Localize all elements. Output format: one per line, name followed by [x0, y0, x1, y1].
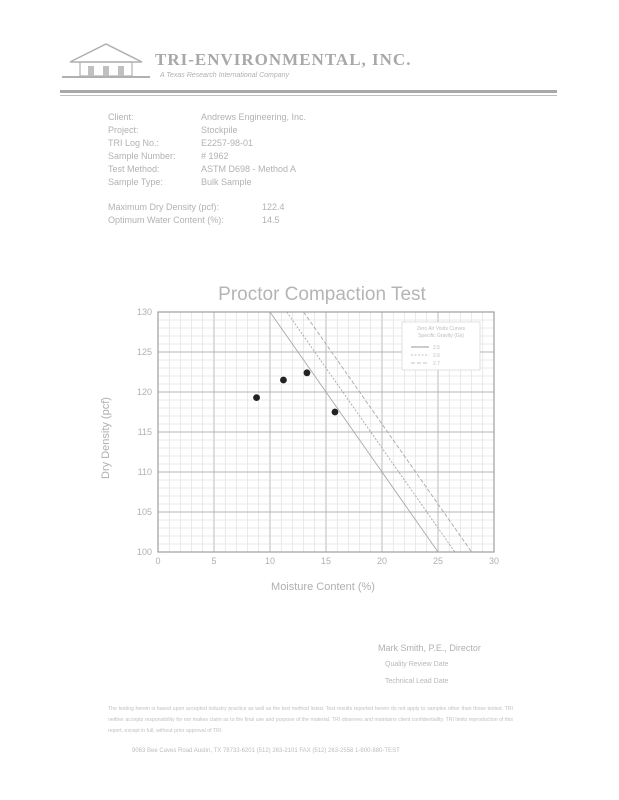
x-tick-label: 0	[155, 556, 161, 566]
y-tick-label: 120	[136, 387, 152, 397]
data-point	[332, 409, 339, 416]
info-row-sample-number	[108, 151, 229, 161]
x-tick-label: 25	[432, 556, 444, 566]
signature-line-technical: Technical Lead Date	[385, 678, 449, 685]
legend-gs-3: 2.7	[433, 361, 440, 367]
info-value: Bulk Sample	[201, 177, 252, 187]
company-logo	[60, 40, 152, 82]
result-label: Optimum Water Content (%):	[108, 215, 224, 225]
x-tick-label: 15	[320, 556, 332, 566]
y-tick-label: 105	[136, 507, 152, 517]
data-point	[280, 377, 287, 384]
info-label: Client:	[108, 112, 134, 122]
x-tick-label: 5	[211, 556, 217, 566]
result-max-dry-density	[108, 202, 285, 212]
info-row-client	[108, 112, 306, 122]
signature-line-quality: Quality Review Date	[385, 661, 449, 668]
y-tick-label: 100	[136, 547, 152, 557]
info-label: Test Method:	[108, 164, 160, 174]
y-tick-label: 115	[137, 427, 152, 437]
y-tick-label: 125	[136, 347, 152, 357]
result-value: 122.4	[262, 202, 285, 212]
x-tick-label: 20	[376, 556, 388, 566]
chart-legend	[402, 322, 480, 370]
info-row-log-no	[108, 138, 253, 148]
company-name: TRI-ENVIRONMENTAL, INC.	[155, 50, 412, 69]
legend-title: Zero Air Voids Curves	[416, 326, 466, 332]
x-axis-label: Moisture Content (%)	[271, 581, 375, 593]
legend-gs-2: 2.6	[433, 353, 440, 359]
info-label: Sample Number:	[108, 151, 176, 161]
y-tick-label: 110	[137, 467, 152, 477]
signature-name: Mark Smith, P.E., Director	[378, 643, 481, 653]
legend-subtitle: Specific Gravity (Gs)	[418, 333, 464, 339]
y-tick-label: 130	[136, 307, 152, 317]
info-value: E2257-98-01	[201, 138, 254, 148]
disclaimer-text: The testing herein is based upon accepted industry practice as well as the test method listed. Test results reported herein do not apply to samples other than those tested. TRI neither accepts responsibility for nor makes claim as to the final use and purpose of the material. TRI observes and maintains client confidentiality. TRI limits reproduction of this report, except in full, without prior approval of TRI.	[108, 706, 513, 734]
header-rule	[60, 90, 557, 93]
data-point	[253, 394, 260, 401]
info-value: ASTM D698 - Method A	[201, 164, 297, 174]
result-value: 14.5	[262, 215, 280, 225]
result-label: Maximum Dry Density (pcf):	[108, 202, 220, 212]
chart-title: Proctor Compaction Test	[218, 284, 426, 305]
proctor-chart	[95, 278, 515, 598]
y-axis-label: Dry Density (pcf)	[100, 397, 112, 479]
x-tick-label: 10	[264, 556, 276, 566]
info-value: # 1962	[201, 151, 229, 161]
info-value: Andrews Engineering, Inc.	[201, 112, 307, 122]
result-optimum-water	[108, 215, 280, 225]
info-label: TRI Log No.:	[108, 138, 160, 148]
data-point	[304, 369, 311, 376]
company-tagline: A Texas Research International Company	[160, 72, 290, 79]
info-label: Project:	[108, 125, 139, 135]
info-row-test-method	[108, 164, 296, 174]
footer-address: 9063 Bee Caves Road Austin, TX 78733-6201 (512) 263-2101 FAX (512) 263-2558 1-800-880-TEST	[132, 748, 400, 754]
info-label: Sample Type:	[108, 177, 163, 187]
header-rule-thin	[60, 95, 557, 96]
x-tick-label: 30	[488, 556, 500, 566]
info-row-sample-type	[108, 177, 252, 187]
info-row-project	[108, 125, 238, 135]
legend-gs-1: 2.5	[433, 345, 440, 351]
info-value: Stockpile	[201, 125, 238, 135]
